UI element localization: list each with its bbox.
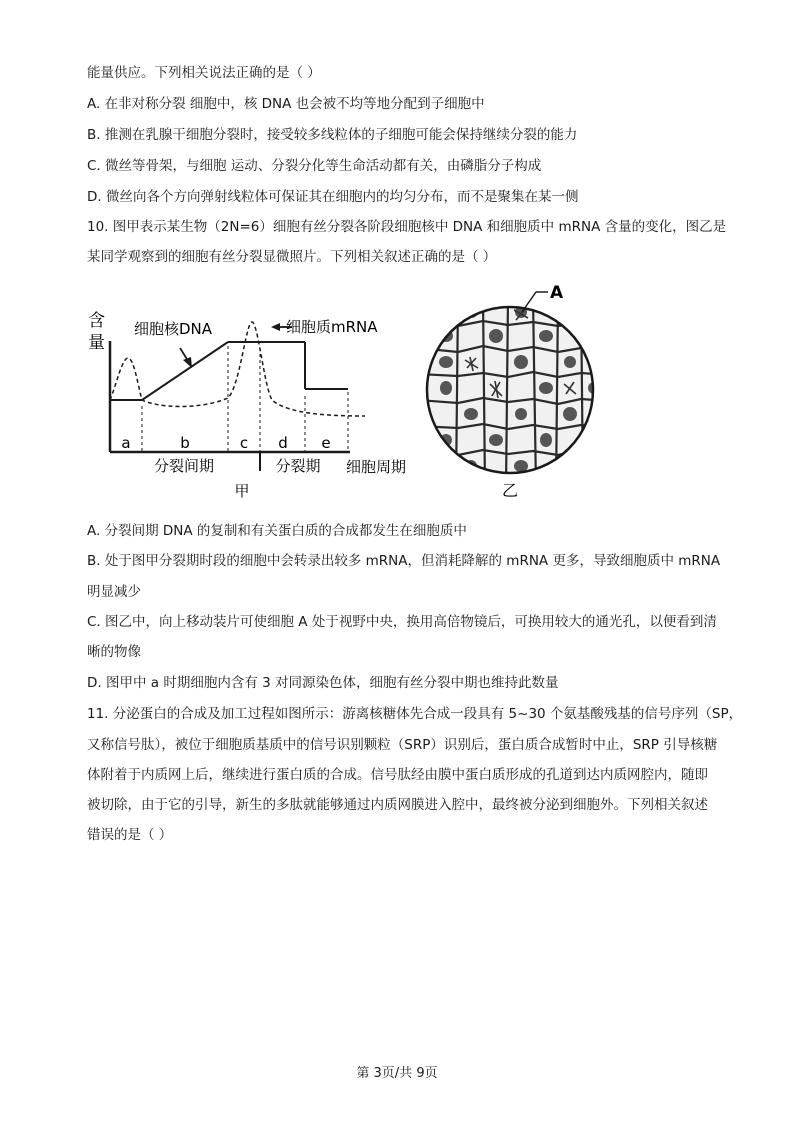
- figure-jia: [80, 296, 420, 506]
- q10-stem-line-2: 某同学观察到的细胞有丝分裂显微照片。下列相关叙述正确的是（ ）: [87, 249, 497, 265]
- q11-stem-line-5: 错误的是（ ）: [87, 827, 173, 843]
- figure-jia-mitosis-label: 分裂期: [275, 457, 321, 475]
- figure-jia-mrna-label: 细胞质mRNA: [286, 318, 378, 336]
- figure-jia-y-label-1: 含: [88, 311, 105, 331]
- q10-option-b-cont: 明显减少: [87, 584, 141, 600]
- figure-jia-phase-e: e: [321, 434, 331, 452]
- q10-option-c-cont: 晰的物像: [87, 644, 141, 660]
- q9-option-c: C. 微丝等骨架，与细胞 运动、分裂分化等生命活动都有关，由磷脂分子构成: [87, 158, 542, 174]
- q10-stem-line-1: 10. 图甲表示某生物（2N=6）细胞有丝分裂各阶段细胞核中 DNA 和细胞质中 mRNA 含量的变化，图乙是: [87, 219, 727, 235]
- figure-jia-y-label-2: 量: [88, 333, 105, 353]
- page-footer: 第 3页/共 9页: [356, 1066, 438, 1081]
- figure-jia-x-axis-label: 细胞周期: [345, 458, 407, 476]
- q9-option-b: B. 推测在乳腺干细胞分裂时，接受较多线粒体的子细胞可能会保持继续分裂的能力: [87, 127, 578, 143]
- figure-jia-dna-label: 细胞核DNA: [134, 320, 213, 338]
- figure-yi: [418, 278, 608, 506]
- q11-stem-line-3: 体附着于内质网上后，继续进行蛋白质的合成。信号肽经由膜中蛋白质形成的孔道到达内质网腔内，随即: [87, 767, 708, 783]
- q11-stem-line-2: 又称信号肽），被位于细胞质基质中的信号识别颗粒（SRP）识别后，蛋白质合成暂时中止，SRP 引导核糖: [87, 737, 718, 753]
- figure-yi-cell-label: A: [550, 283, 564, 303]
- q10-option-c: C. 图乙中，向上移动装片可使细胞 A 处于视野中央，换用高倍物镜后，可换用较大的通光孔，以便看到清: [87, 614, 717, 630]
- q9-stem-tail: 能量供应。下列相关说法正确的是（ ）: [87, 65, 321, 81]
- q11-stem-line-1: 11. 分泌蛋白的合成及加工过程如图所示：游离核糖体先合成一段具有 5~30 个氨基酸残基的信号序列（SP，: [87, 706, 743, 722]
- q11-stem-line-4: 被切除，由于它的引导，新生的多肽就能够通过内质网膜进入腔中，最终被分泌到细胞外。下列相关叙述: [87, 797, 708, 813]
- q9-option-a: A. 在非对称分裂 细胞中，核 DNA 也会被不均等地分配到子细胞中: [87, 96, 485, 112]
- q10-option-b: B. 处于图甲分裂期时段的细胞中会转录出较多 mRNA，但消耗降解的 mRNA 更多，导致细胞质中 mRNA: [87, 553, 721, 569]
- figure-jia-phase-c: c: [239, 434, 249, 452]
- figure-jia-phase-a: a: [121, 434, 131, 452]
- q10-option-d: D. 图甲中 a 时期细胞内含有 3 对同源染色体，细胞有丝分裂中期也维持此数量: [87, 675, 559, 691]
- q9-option-d: D. 微丝向各个方向弹射线粒体可保证其在细胞内的均匀分布，而不是聚集在某一侧: [87, 189, 579, 205]
- figure-yi-caption: 乙: [501, 481, 519, 500]
- figure-jia-interphase-label: 分裂间期: [153, 457, 215, 475]
- figure-jia-caption: 甲: [234, 482, 250, 500]
- figure-jia-phase-b: b: [180, 434, 190, 452]
- figure-jia-phase-d: d: [278, 434, 288, 452]
- q10-option-a: A. 分裂间期 DNA 的复制和有关蛋白质的合成都发生在细胞质中: [87, 523, 467, 539]
